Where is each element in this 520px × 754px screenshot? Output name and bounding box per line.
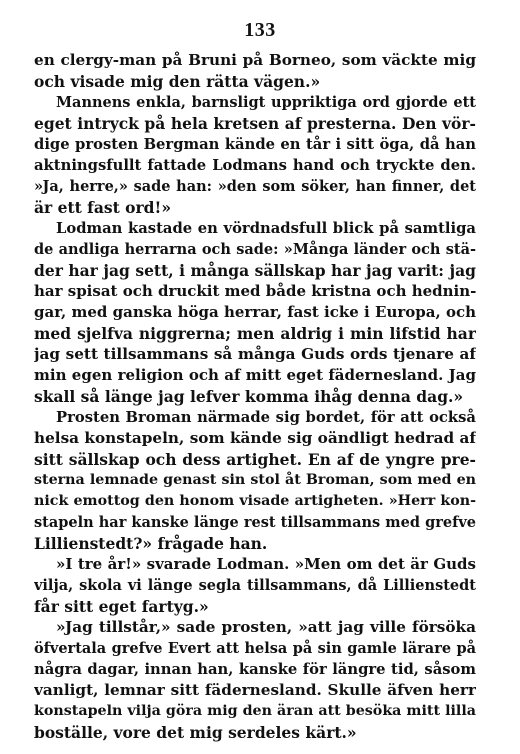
text-line: Mannens enkla, barnsligt uppriktiga ord gjorde ett: [56, 94, 476, 111]
text-line: några dagar, innan han, kanske för längre tid, såsom: [34, 661, 476, 678]
text-line: de andliga herrarna och sade: »Många länder och stä-: [34, 241, 476, 258]
text-line: sitt sällskap och dess artighet. En af de yngre pre-: [34, 450, 476, 469]
body-text: [34, 50, 476, 743]
text-line: är ett fast ord!»: [34, 198, 172, 217]
text-line: »Ja, herre,» sade han: »den som söker, han finner, det: [34, 178, 476, 195]
text-line: helsa konstapeln, som kände sig oändligt hedrad af: [34, 429, 476, 447]
text-line: vilja, skola vi länge segla tillsammans, då Lillienstedt: [34, 577, 476, 594]
text-line: jag sett tillsammans så många Guds ords tjenare af: [34, 345, 476, 363]
text-line: eget intryck på hela kretsen af presterna. Den vör-: [34, 114, 476, 133]
text-line: en clergy-man på Bruni på Borneo, som väckte mig: [34, 51, 476, 69]
text-line: skall så länge jag lefver komma ihåg denna dag.»: [34, 387, 464, 406]
text-line: och visade mig den rätta vägen.»: [34, 72, 321, 91]
text-line: »Jag tillstår,» sade prosten, »att jag ville försöka: [56, 618, 476, 636]
text-line: har spisat och druckit med både kristna och hednin-: [34, 282, 476, 300]
text-line: stapeln har kanske länge rest tillsammans med grefve: [34, 514, 476, 531]
text-line: konstapeln vilja göra mig den äran att besöka mitt lilla: [34, 703, 476, 719]
text-line: vanligt, lemnar sitt fädernesland. Skulle äfven herr: [34, 681, 476, 699]
text-line: »I tre år!» svarade Lodman. »Men om det är Guds: [56, 555, 476, 573]
text-line: med sjelfva niggrerna; men aldrig i min lifstid har: [34, 324, 476, 343]
text-line: nick emottog den honom visade artigheten. »Herr kon-: [34, 493, 476, 509]
text-line: får sitt eget fartyg.»: [34, 597, 209, 616]
text-line: sterna lemnade genast sin stol åt Broman, som med en: [34, 472, 476, 488]
text-line: Prosten Broman närmade sig bordet, för att också: [56, 409, 476, 426]
text-line: aktningsfullt fattade Lodmans hand och tryckte den.: [34, 157, 476, 174]
text-line: öfvertala grefve Evert att helsa på sin gamle lärare på: [34, 640, 476, 657]
page-number: 133: [244, 19, 276, 41]
text-line: boställe, vore det mig serdeles kärt.»: [34, 723, 357, 742]
text-line: min egen religion och af mitt eget fädernesland. Jag: [34, 366, 476, 384]
text-line: dige prosten Bergman kände en tår i sitt öga, då han: [34, 136, 476, 153]
text-line: Lodman kastade en vördnadsfull blick på samtliga: [56, 220, 476, 237]
text-line: gar, med ganska höga herrar, fast icke i Europa, och: [34, 303, 476, 321]
text-line: Lillienstedt?» frågade han.: [34, 534, 268, 553]
text-line: der har jag sett, i många sällskap har jag varit: jag: [34, 261, 476, 280]
